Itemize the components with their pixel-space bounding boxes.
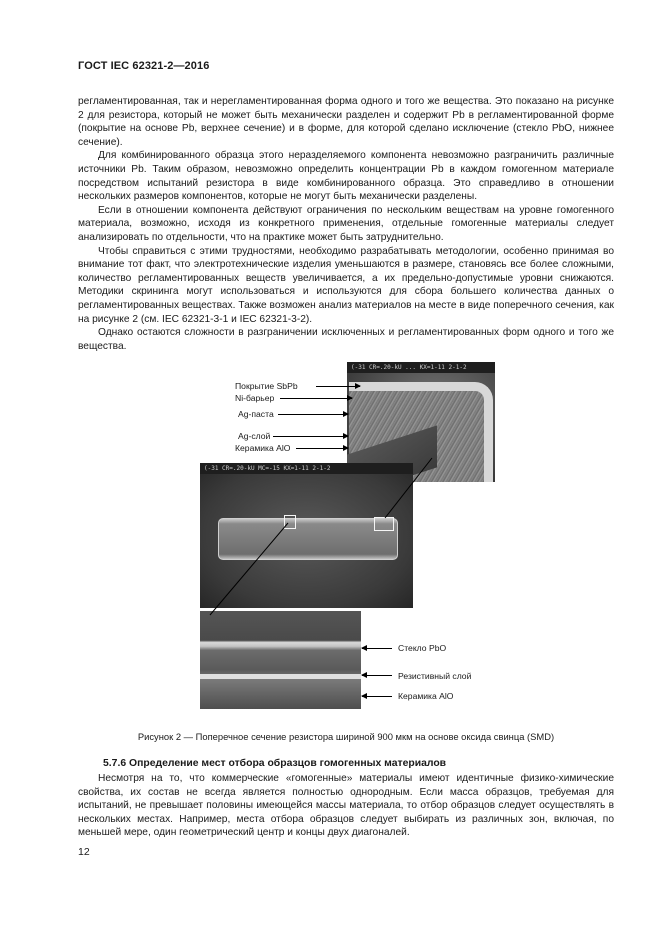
arrow-icon	[362, 696, 392, 697]
label-ni-barrier: Ni-барьер	[235, 393, 275, 403]
arrow-icon	[296, 448, 348, 449]
arrow-icon	[316, 386, 360, 387]
label-ag-paste: Ag-паста	[238, 409, 274, 419]
arrow-icon	[278, 414, 348, 415]
section-title: 5.7.6 Определение мест отбора образцов гомогенных материалов	[103, 758, 447, 769]
label-alo-ceramic-top: Керамика AlO	[235, 443, 291, 453]
paragraph: Если в отношении компонента действуют ограничения по нескольким веществам на уровне гомогенного материала, возможно, исходя из конкретного применения, отдельные гомогенные материалы следует анализировать по отдельности, что на практике может быть затруднительно.	[78, 204, 614, 243]
figure-caption: Рисунок 2 — Поперечное сечение резистора шириной 900 мкм на основе оксида свинца (SMD)	[137, 731, 555, 742]
arrow-icon	[362, 675, 392, 676]
paragraph: Несмотря на то, что коммерческие «гомогенные» материалы имеют идентичные физико-химические свойства, их состав не всегда является полностью однородным. Если масса образцов, требуемая для испытаний, не превышает половины имеющейся массы материала, то отбор образцов следует осуществлять в нескольких местах. Например, места отбора образцов следует выбирать из различных зон, включая, по меньшей мере, один геометрический центр и концы двух диагоналей.	[78, 773, 614, 839]
section-body	[78, 772, 614, 840]
arrow-icon	[273, 436, 348, 437]
paragraph: Чтобы справиться с этими трудностями, необходимо разрабатывать методологии, особенно принимая во внимание тот факт, что электротехнические изделия уменьшаются в размере, становясь все более сложными, количество регламентированных веществ увеличивается, а их предельно-допустимые уровни снижаются. Методики скрининга могут использоваться и используются для сбора большего количества данных о регламентированных веществах. Также возможен анализ материалов на месте в виде поперечного сечения, как на рисунке 2 (см. IEC 62321-3-1 и IEC 62321-3-2).	[78, 245, 614, 325]
label-alo-ceramic-bottom: Керамика AlO	[398, 691, 454, 701]
paragraph: регламентированная, так и нерегламентированная форма одного и того же вещества. Это показано на рисунке 2 для резистора, который не может быть механически разделен и содержит Pb в регламентированной форме (покрытие на основе Pb, верхнее сечение) и в форме, для которой сделано исключение (стекло PbO, нижнее сечение).	[78, 96, 614, 148]
sem-info-bar: (-31 CR=.20-kU ... KX=1-11 2-1-2	[347, 362, 495, 373]
arrow-icon	[280, 398, 352, 399]
arrow-icon	[362, 648, 392, 649]
label-pbo-glass: Стекло PbO	[398, 643, 447, 653]
label-sbpb-coating: Покрытие SbPb	[235, 381, 298, 391]
label-resistive-layer: Резистивный слой	[398, 671, 472, 681]
label-ag-layer: Ag-слой	[238, 431, 271, 441]
paragraph: Однако остаются сложности в разграничении исключенных и регламентированных форм одного и того же вещества.	[78, 327, 614, 352]
paragraph: Для комбинированного образца этого неразделяемого компонента невозможно разграничить различные источники Pb. Таким образом, невозможно определить концентрации Pb в каждом гомогенном материале посредством испытаний резистора в виде комбинированного образца. Это справедливо в отношении нескольких размеров компонентов, которые не могут быть механически разделены.	[78, 150, 614, 203]
page-number: 12	[78, 846, 90, 858]
document-header: ГОСТ IEC 62321-2—2016	[78, 60, 210, 72]
sem-info-bar: (-31 CR=.20-kU MC=-15 KX=1-11 2-1-2	[200, 463, 413, 474]
